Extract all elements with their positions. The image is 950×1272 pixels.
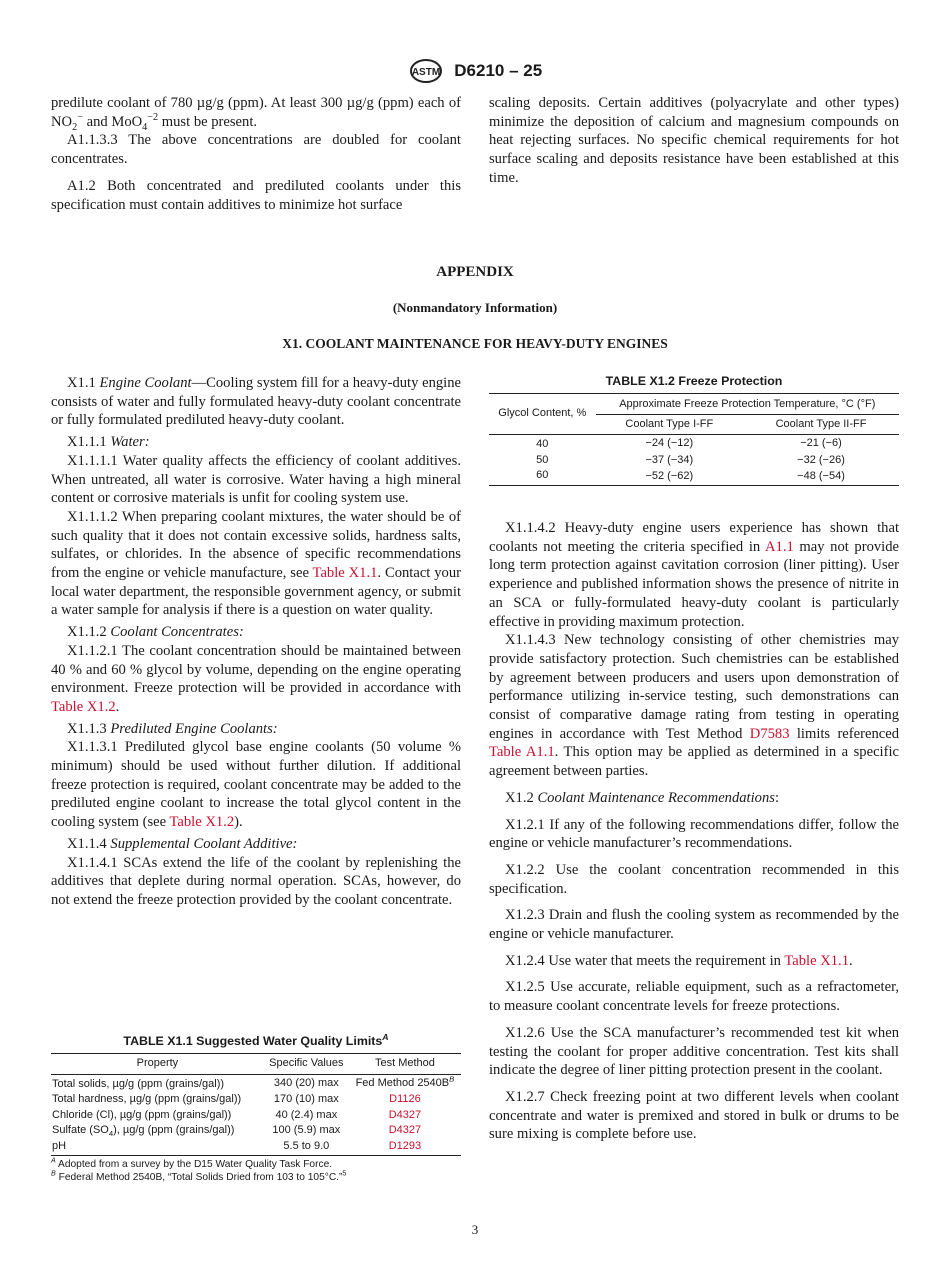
column-header-type2: Coolant Type II-FF	[775, 417, 867, 430]
heading-x1-1-3: X1.1.3 Prediluted Engine Coolants:	[67, 720, 278, 737]
svg-text:ASTM: ASTM	[411, 67, 440, 78]
table-row	[489, 453, 899, 469]
table-row	[51, 1074, 461, 1092]
astm-logo-icon	[408, 58, 444, 84]
paragraph-x1-2-4: X1.2.4 Use water that meets the requirement in Table X1.1.	[505, 952, 853, 969]
designation: D6210 – 25	[454, 61, 543, 80]
cell-value: 5.5 to 9.0	[283, 1140, 330, 1152]
column-header-method: Test Method	[374, 1057, 435, 1069]
cell-glycol: 40	[536, 438, 549, 450]
paragraph-x1-1-4-1: X1.1.4.1 SCAs extend the life of the coolant by replenishing the additives that deplete during normal operation. SCAs, however, do not extend the freeze protection provided by the coolant concentrate.	[51, 854, 461, 908]
table-x1-1-link[interactable]: Table X1.1	[312, 565, 378, 582]
appendix-title: APPENDIX	[436, 264, 514, 280]
page-number: 3	[471, 1222, 479, 1237]
method-link-d4327[interactable]: D4327	[388, 1124, 422, 1136]
table-row	[51, 1123, 461, 1139]
cell-type1: −37 (−34)	[645, 453, 694, 466]
cell-type2: −48 (−54)	[797, 469, 845, 482]
cell-type2: −21 (−6)	[800, 437, 842, 449]
cell-glycol: 50	[536, 453, 549, 466]
table-x1-2-link[interactable]: Table X1.2	[169, 814, 235, 831]
table-header-row	[51, 1054, 461, 1075]
column-header-property: Property	[136, 1057, 179, 1069]
table-x1-2-title: TABLE X1.2 Freeze Protection	[605, 374, 783, 388]
left-top-column	[51, 94, 461, 214]
table-row	[51, 1108, 461, 1124]
cell-value: 100 (5.9) max	[272, 1124, 341, 1136]
paragraph-x1-1-4-3: X1.1.4.3 New technology consisting of other chemistries may provide satisfactory protection. Such chemistries can be established by agreement between producers and users upon demonstration of performance utilizing in-service testing, such demonstrations can consist of comparative damage rating from testing in operating engines in accordance with Test Method D7583 limits referenced Table A1.1. This option may be applied as determined in a specific agreement between parties.	[489, 632, 900, 780]
method-link-d1293[interactable]: D1293	[388, 1140, 422, 1152]
cell-property: Total hardness, µg/g (ppm (grains/gal))	[52, 1093, 242, 1105]
method-link-d4327[interactable]: D4327	[388, 1108, 422, 1121]
cell-property: Sulfate $(SO_4)$, µg/g (ppm (grains/gal))	[52, 1124, 235, 1139]
paragraph-a1-1-3-3: A1.1.3.3 The above concentrations are doubled for coolant concentrates.	[51, 132, 461, 168]
paragraph-a1-2-cont: scaling deposits. Certain additives (polyacrylate and other types) minimize the deposition of calcium and magnesium compounds on heat rejecting surfaces. No specific chemical requirements for hot surface scaling and deposits resistance have been established at this time.	[489, 95, 899, 186]
column-header-glycol: Glycol Content, %	[489, 394, 596, 435]
paragraph-x1-1-2-1: X1.1.2.1 The coolant concentration should be maintained between 40 % and 60 % glycol by volume, depending on the engine operating environment. Freeze protection will be provided in accordance with Table X1.2.	[51, 642, 461, 715]
paragraph-x1-1-3-1: X1.1.3.1 Prediluted glycol base engine coolants (50 volume % minimum) should be used without further dilution. If additional freeze protection is required, coolant concentrate may be added to the prediluted engine coolant to increase the total glycol content in the cooling system (see Table X1.2).	[51, 739, 461, 831]
heading-x1-1-1: X1.1.1 Water:	[67, 434, 150, 451]
paragraph-x1-2-6: X1.2.6 Use the SCA manufacturer’s recommended test kit when testing the coolant for proper additive concentration. Test kits shall indicate the degree of liner pitting protection present in the coolant.	[489, 1024, 899, 1079]
paragraph-x1-1-4-2: X1.1.4.2 Heavy-duty engine users experience has shown that coolants not meeting the criteria specified in A1.1 may not provide long term protection against cavitation corrosion (liner pitting). User experience and published information shows the presence of nitrite in an SCA or fully-formulated heavy-duty coolant is particularly effective in providing maximum protection.	[489, 520, 899, 630]
method-link-d1126[interactable]: D1126	[389, 1093, 421, 1105]
heading-x1-1-2: X1.1.2 Coolant Concentrates:	[67, 624, 244, 641]
table-row	[51, 1092, 461, 1108]
paragraph-a1-1-3-2-cont: predilute coolant of 780 µg/g (ppm). At least 300 µg/g (ppm) each of $NO_2^-$ and MoO$_4^{-2}$ must be present.	[51, 95, 461, 133]
right-body-column	[489, 519, 899, 1144]
cell-property: pH	[52, 1139, 67, 1152]
table-x1-1	[51, 1031, 461, 1184]
cell-type1: −24 (−12)	[645, 437, 694, 449]
table-x1-2	[489, 374, 899, 486]
left-body-column	[51, 374, 461, 910]
page-header	[0, 58, 950, 84]
table-row	[489, 468, 899, 485]
cell-glycol: 60	[536, 469, 549, 481]
a1-1-link[interactable]: A1.1	[764, 538, 794, 555]
column-header-type1: Coolant Type I-FF	[625, 417, 714, 430]
paragraph-x1-2-3: X1.2.3 Drain and flush the cooling system as recommended by the engine or vehicle manufacturer.	[489, 907, 899, 943]
cell-method: Fed Method $2540B^B$	[355, 1073, 455, 1089]
cell-value: 170 (10) max	[273, 1093, 339, 1105]
paragraph-x1-1-1-1: X1.1.1.1 Water quality affects the efficiency of coolant additives. When untreated, all water is corrosive. Water having a high mineral content or corrosive materials is unfit for cooling system use.	[51, 452, 461, 507]
table-x1-2-link[interactable]: Table X1.2	[51, 698, 116, 715]
appendix-subtitle: (Nonmandatory Information)	[392, 300, 558, 315]
paragraph-x1-2-7: X1.2.7 Check freezing point at two different levels when coolant concentrate and water is premixed and stored in bulk or drums to be sure mixing is complete before use.	[489, 1088, 899, 1143]
column-header-values: Specific Values	[269, 1057, 344, 1069]
paragraph-x1-2-2: X1.2.2 Use the coolant concentration recommended in this specification.	[489, 861, 899, 897]
table-footnotes	[51, 1156, 461, 1184]
heading-x1-2: X1.2 Coolant Maintenance Recommendations:	[505, 789, 780, 806]
footnote-a: $^A$ Adopted from a survey by the D15 Water Quality Task Force.	[51, 1156, 333, 1170]
table-x1-1-link[interactable]: Table X1.1	[784, 952, 850, 969]
section-heading: X1. COOLANT MAINTENANCE FOR HEAVY-DUTY ENGINES	[282, 336, 668, 351]
paragraph-x1-1: X1.1 Engine Coolant—Cooling system fill for a heavy-duty engine consists of water and fully formulated heavy-duty coolant concentrate or fully formulated prediluted heavy-duty coolant.	[51, 375, 461, 429]
paragraph-x1-2-5: X1.2.5 Use accurate, reliable equipment, such as a refractometer, to measure coolant concentrate levels for freeze protections.	[489, 979, 899, 1015]
table-row	[51, 1139, 461, 1156]
table-a1-1-link[interactable]: Table A1.1	[489, 744, 555, 761]
table-x1-1-title: TABLE X1.1 Suggested Water Quality Limits$^A$	[123, 1031, 389, 1048]
right-top-column	[489, 94, 899, 188]
heading-x1-1-4: X1.1.4 Supplemental Coolant Additive:	[67, 835, 298, 852]
footnote-b: $^B$ Federal Method 2540B, “Total Solids Dried from 103 to 105°C.”$^5$	[51, 1169, 347, 1183]
paragraph-x1-2-1: X1.2.1 If any of the following recommendations differ, follow the engine or vehicle manufacturer’s recommendations.	[489, 816, 899, 852]
cell-property: Total solids, µg/g (ppm (grains/gal))	[52, 1077, 225, 1090]
cell-value: 340 (20) max	[273, 1076, 339, 1089]
d7583-link[interactable]: D7583	[749, 725, 790, 742]
cell-type1: −52 (−62)	[645, 469, 694, 482]
paragraph-a1-2: A1.2 Both concentrated and prediluted coolants under this specification must contain additives to minimize hot surface	[51, 177, 461, 213]
table-group-header-row	[489, 394, 899, 415]
cell-value: 40 (2.4) max	[275, 1108, 338, 1121]
paragraph-x1-1-1-2: X1.1.1.2 When preparing coolant mixtures, the water should be of such quality that it does not contain excessive solids, hardness salts, sulfates, or chlorides. In the absence of specific recommendations from the engine or vehicle manufacture, see Table X1.1. Contact your local water department, the responsible government agency, or submit a water sample for analysis if there is a question on water quality.	[51, 508, 461, 619]
table-row	[489, 435, 899, 453]
column-group-header: Approximate Freeze Protection Temperature, °C (°F)	[596, 394, 899, 415]
cell-type2: −32 (−26)	[797, 453, 845, 466]
cell-property: Chloride (Cl), µg/g (ppm (grains/gal))	[52, 1108, 232, 1121]
